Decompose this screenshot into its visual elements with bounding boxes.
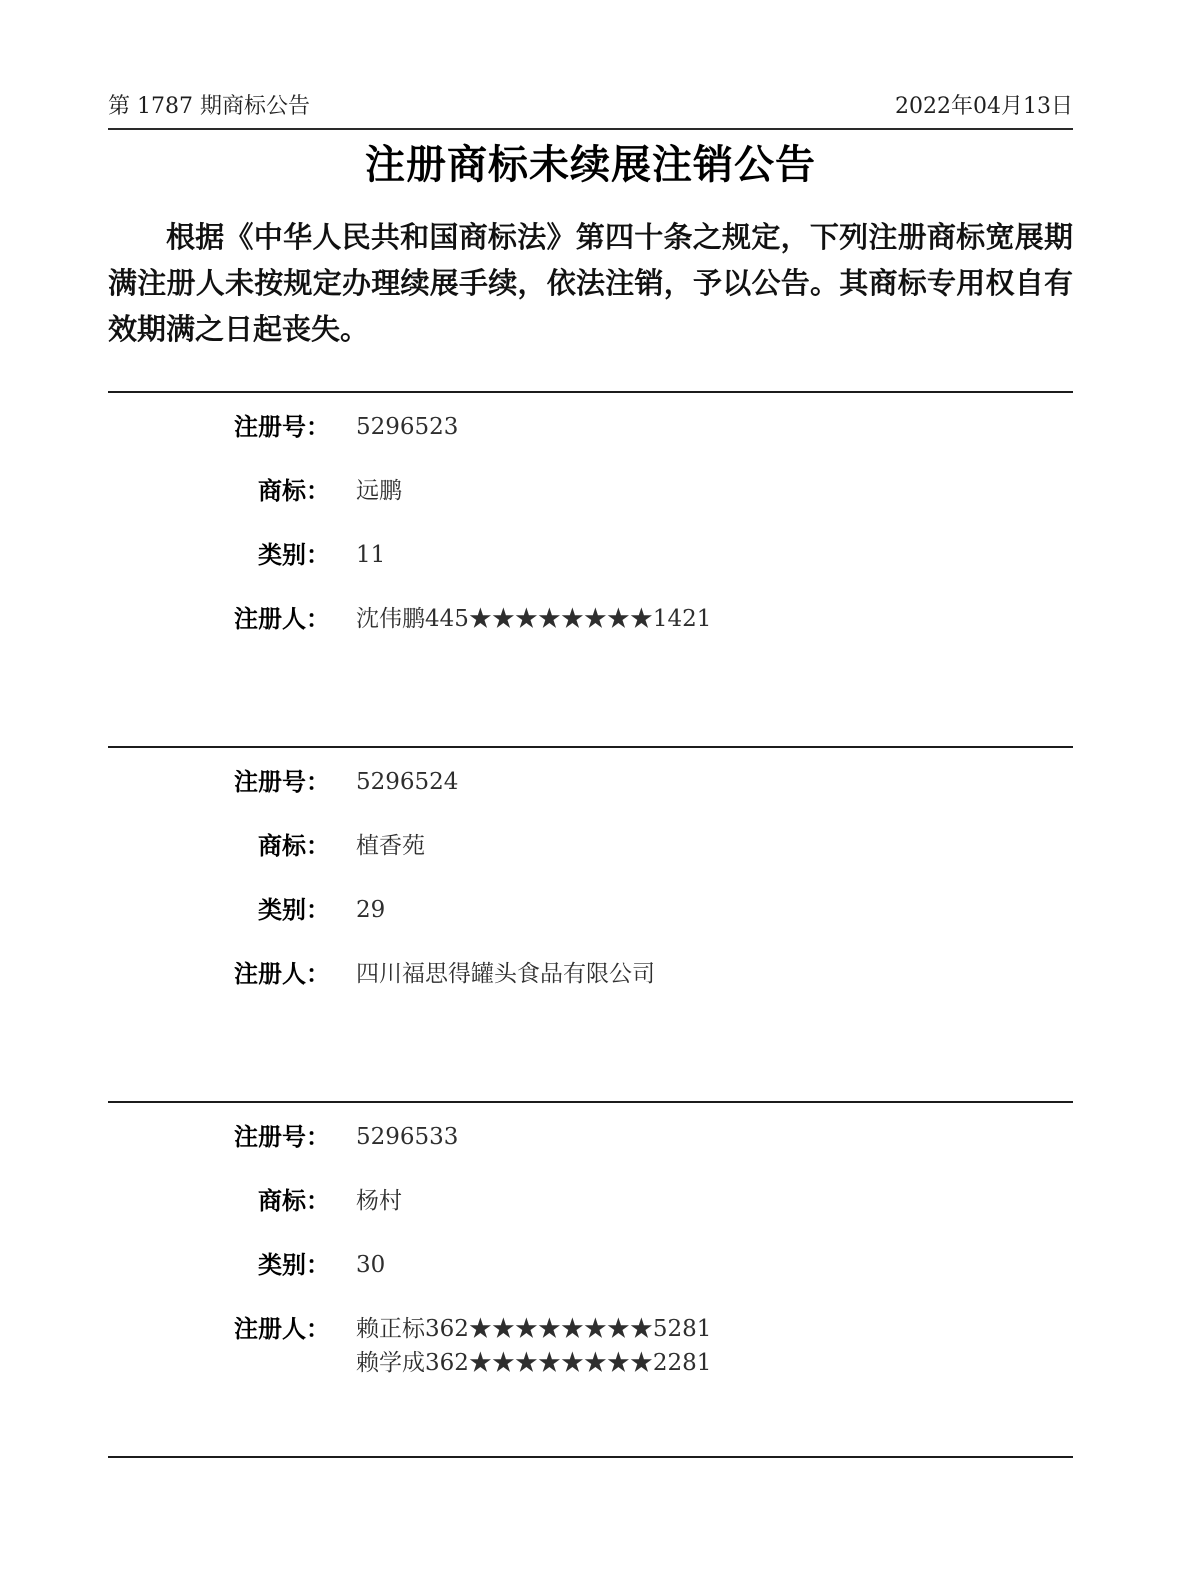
trademark-record-3	[108, 1101, 1073, 1456]
registrant-values	[356, 1315, 711, 1383]
trademark-label: 商标：	[258, 476, 330, 505]
trademark-value: 植香苑	[356, 833, 425, 859]
category-label: 类别：	[258, 1250, 330, 1279]
trademark-label: 商标：	[258, 1186, 330, 1215]
header-divider	[108, 128, 1073, 130]
category-value: 29	[356, 897, 386, 923]
reg-no-value: 5296533	[356, 1124, 459, 1150]
record-row-reg-no	[108, 1123, 1073, 1151]
record-row-reg-no	[108, 413, 1073, 441]
gazette-issue-label: 第 1787 期商标公告	[108, 94, 310, 119]
record-row-registrant	[108, 1315, 1073, 1383]
reg-no-value: 5296524	[356, 769, 459, 795]
record-row-category	[108, 541, 1073, 569]
category-label: 类别：	[258, 540, 330, 569]
category-value: 30	[356, 1252, 386, 1278]
record-row-reg-no	[108, 768, 1073, 796]
registrant-line-2: 赖学成362★★★★★★★★2281	[356, 1350, 712, 1376]
registrant-label: 注册人：	[234, 1314, 330, 1343]
reg-no-value: 5296523	[356, 414, 459, 440]
registrant-label: 注册人：	[234, 604, 330, 633]
record-row-registrant	[108, 605, 1073, 633]
trademark-label: 商标：	[258, 831, 330, 860]
record-row-trademark	[108, 477, 1073, 505]
bottom-divider	[108, 1456, 1073, 1458]
page-title: 注册商标未续展注销公告	[365, 141, 816, 188]
publication-date: 2022年04月13日	[895, 94, 1073, 119]
record-row-trademark	[108, 1187, 1073, 1215]
record-row-trademark	[108, 832, 1073, 860]
record-row-category	[108, 1251, 1073, 1279]
registrant-value: 沈伟鹏445★★★★★★★★1421	[356, 606, 712, 632]
trademark-record-1	[108, 391, 1073, 746]
reg-no-label: 注册号：	[234, 1122, 330, 1151]
registrant-label: 注册人：	[234, 959, 330, 988]
trademark-value: 杨村	[356, 1188, 402, 1214]
intro-paragraph: 根据《中华人民共和国商标法》第四十条之规定，下列注册商标宽展期满注册人未按规定办理续展手续，依法注销，予以公告。其商标专用权自有效期满之日起丧失。	[108, 220, 1073, 346]
trademark-value: 远鹏	[356, 478, 402, 504]
registrant-value: 四川福思得罐头食品有限公司	[356, 961, 655, 987]
records-list	[108, 391, 1073, 1458]
reg-no-label: 注册号：	[234, 767, 330, 796]
category-label: 类别：	[258, 895, 330, 924]
reg-no-label: 注册号：	[234, 412, 330, 441]
trademark-record-2	[108, 746, 1073, 1101]
category-value: 11	[356, 542, 386, 568]
record-row-category	[108, 896, 1073, 924]
registrant-line-1: 赖正标362★★★★★★★★5281	[356, 1316, 712, 1342]
document-content	[108, 0, 1073, 1458]
page-header	[108, 0, 1073, 120]
record-row-registrant	[108, 960, 1073, 988]
